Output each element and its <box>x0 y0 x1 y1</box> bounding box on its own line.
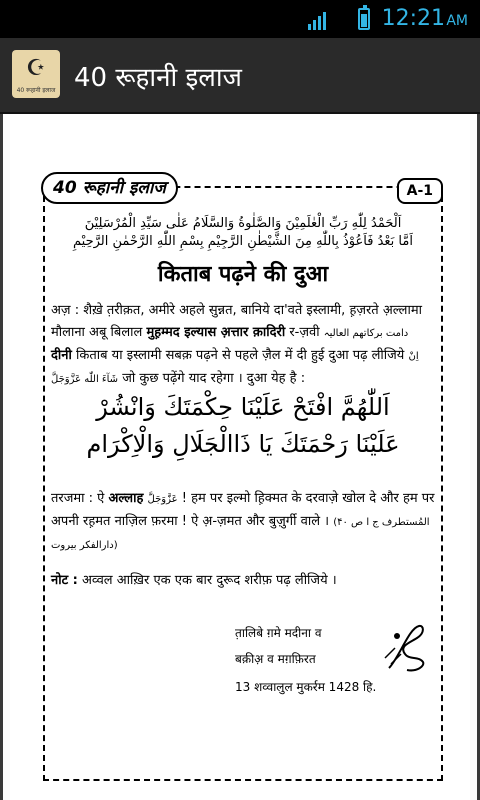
note-text: नोट : अव्वल आख़िर एक एक बार दुरूद शरीफ़ पढ़ लीजिये । <box>51 573 337 588</box>
dua-heading: किताब पढ़ने की दुआ <box>157 262 329 287</box>
document-frame <box>43 178 443 781</box>
document-code: A-1 <box>397 178 443 204</box>
arabic-intro-line-1: اَلْحَمْدُ لِلّٰهِ رَبِّ الْعٰلَمِیْنَ وَالصَّلٰوةُ وَالسَّلَامُ عَلٰی سَیِّدِ الْمُرْسَلِیْنَ <box>84 216 402 231</box>
app-title: 40 रूहानी इलाज <box>74 63 242 93</box>
intro-paragraph: अज़ : शैख़े त़रीक़त, अमीरे अहले सुन्नत, बानिये दा'वते इस्लामी, ह़ज़रते अ़ल्लामा मौलाना अबू बिलाल मुह़म्मद इल्यास अ़त्तार क़ादिरी र-ज़वी دامت برکاتھم العالیہ दीनी किताब या इस्लामी सबक़ पढ़ने से पहले ज़ैल में दी हुई दुआ पढ़ लीजिये اِنْ شَآءَ اللّٰه عَزَّوَجَلَّ जो कुछ पढ़ेंगे याद रहेगा । दुआ येह है : <box>51 303 422 386</box>
document-badge-title: 40 रूहानी इलाज <box>41 172 178 204</box>
arabic-intro-line-2: اَمَّا بَعْدُ فَاَعُوْذُ بِاللّٰهِ مِنَ الشَّیْطٰنِ الرَّجِیْمِ بِسْمِ اللّٰهِ الرَّحْمٰنِ الرَّحِیْمِ <box>73 234 413 249</box>
page-content <box>3 114 477 800</box>
clock-ampm: AM <box>446 13 468 29</box>
status-bar <box>0 0 480 38</box>
dua-arabic-line-1: اَللّٰهُمَّ افْتَحْ عَلَیْنَا حِكْمَتَكَ وَانْشُرْ <box>96 393 390 421</box>
signal-icon <box>308 10 330 30</box>
translation-paragraph: तरजमा : ऐ अल्लाह عَزَّوَجَلَّ ! हम पर इल्मो ह़िक्मत के दरवाज़े खोल दे और हम पर अपनी रह़मत नाज़िल फ़रमा ! ऐ अ़-ज़मत और बुज़ुर्गी वाले । (المُستطرف ج ا ص ۴۰ دارالفکر بیروت) <box>51 491 435 551</box>
app-icon-label: 40 रूहानी इलाज <box>16 87 56 94</box>
calligraphy-signature-icon <box>379 618 431 678</box>
dua-arabic-line-2: عَلَیْنَا رَحْمَتَكَ یَا ذَاالْجَلَالِ وَالْاِكْرَام <box>86 430 400 458</box>
signature-line-1: त़ालिबे ग़मे मदीना व <box>235 626 322 640</box>
action-bar <box>0 38 480 114</box>
signature-block <box>235 620 375 672</box>
book-icon: ☪ <box>26 56 46 81</box>
app-icon[interactable] <box>12 50 60 98</box>
battery-icon <box>358 8 370 30</box>
signature-line-2: बक़ीअ़ व मग़फ़िरत <box>235 652 316 666</box>
signature-date: 13 शव्वालुल मुकर्रम 1428 हि. <box>235 680 377 694</box>
clock-time: 12:21 <box>381 6 445 31</box>
